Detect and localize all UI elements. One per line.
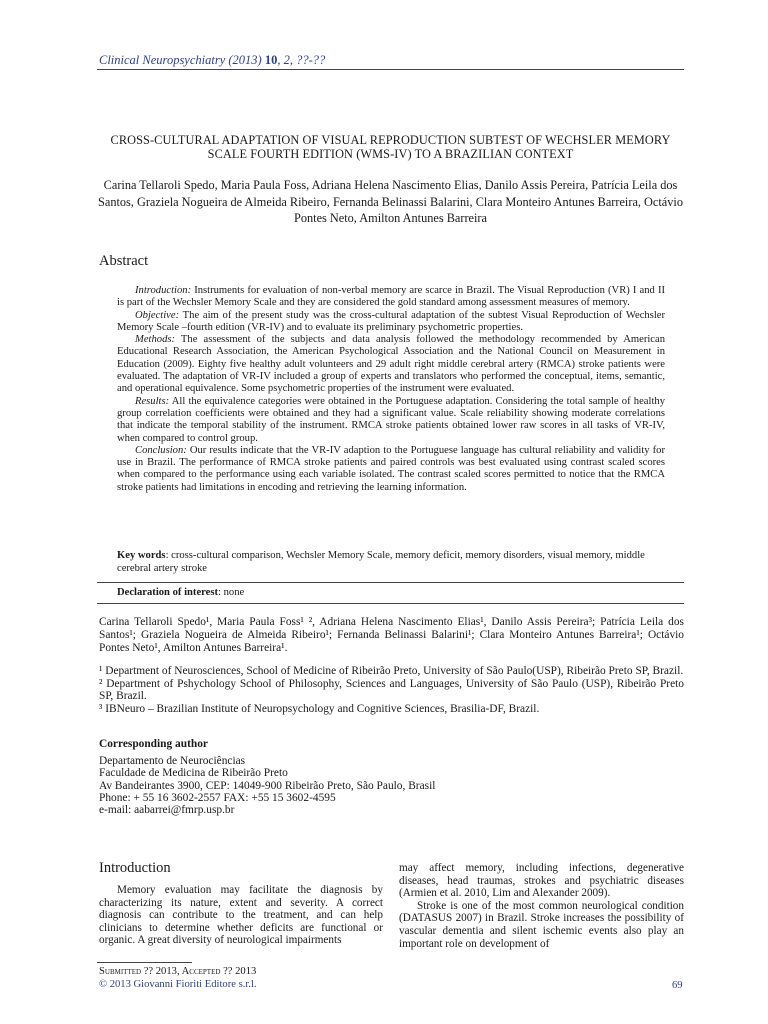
corr-email: e-mail: aabarrei@fmrp.usp.br <box>99 804 235 817</box>
journal-volume: 10 <box>264 53 278 67</box>
corr-line: Departamento de Neurociências <box>99 755 246 767</box>
abstract-introduction-text: Instruments for evaluation of non-verbal memory are scarce in Brazil. The Visual Reproduction (VR) I and II is part of the Wechsler Memory Scale and they are considered the gold standard among assessment measures of memory. <box>117 285 665 309</box>
corr-line: Faculdade de Medicina de Ribeirão Preto <box>99 767 288 780</box>
introduction-paragraph: Memory evaluation may facilitate the diagnosis by characterizing its nature, extent and severity. A correct diagnosis can contribute to the treatment, and can help clinicians to determine whether deficits are functional or organic. A great diversity of neurological impairments <box>99 884 383 947</box>
journal-citation <box>99 53 325 68</box>
abstract-results-text: All the equivalence categories were obtained in the Portuguese adaptation. Considering the total sample of healthy group correlation coefficients were obtained and they had a significant value. Scale reliability showing moderate correlations that indicate the temporal stability of the instrument. RMCA stroke patients obtained lower raw scores in all tasks of VR-IV, when compared to control group. <box>117 395 665 444</box>
affiliation-2: ² Department of Pshychology School of Philosophy, Sciences and Languages, University of São Paulo (USP), Ribeirão Preto SP, Brazil. <box>99 677 684 702</box>
affiliations <box>99 665 684 715</box>
abstract-conclusion-text: Our results indicate that the VR-IV adaption to the Portuguese language has cultural reliability and validity for use in Brazil. The performance of RMCA stroke patients and paired controls was best evaluated using contrast scaled scores when compared to the performance using each variable isolated. The contrast scaled scores permitted to notice that the RMCA stroke patients had limitations in encoding and retrieving the learning information. <box>117 444 665 493</box>
corresponding-author-address <box>99 755 435 816</box>
declaration-label: Declaration of interest <box>117 587 219 598</box>
introduction-paragraph: may affect memory, including infections, degenerative diseases, head traumas, strokes and psychiatric diseases (Armien et al. 2010, Lim and Alexander 2009). <box>399 862 684 900</box>
affiliation-1: ¹ Department of Neurosciences, School of Medicine of Ribeirão Preto, University of São Paulo(USP), Ribeirão Preto SP, Brazil. <box>99 665 684 677</box>
page-number: 69 <box>672 980 683 991</box>
introduction-heading: Introduction <box>99 860 171 876</box>
abstract-methods-text: The assessment of the subjects and data analysis followed the methodology recommended by American Educational Research Association, the American Psychological Association and the National Council on Measurement in Education (2009). Eighty five healthy adult volunteers and 29 adult right middle cerebral artery (RMCA) stroke patients were evaluated. The adaptation of VR-IV included a group of experts and translators who performed the conceptual, items, semantic, and operational equivalence. Some psychometric properties of the instrument were evaluated. <box>117 334 665 395</box>
keywords-text: : cross-cultural comparison, Wechsler Memory Scale, memory deficit, memory disorders, visual memory, middle cerebral artery stroke <box>117 550 645 574</box>
abstract-objective <box>117 310 665 335</box>
abstract-results <box>117 396 665 445</box>
abstract-introduction <box>117 285 665 310</box>
declaration-top-rule <box>97 582 684 583</box>
affiliation-3: ³ IBNeuro – Brazilian Institute of Neuropsychology and Cognitive Sciences, Brasilia-DF, Brazil. <box>99 702 540 715</box>
abstract-objective-text: The aim of the present study was the cross-cultural adaptation of the subtest Visual Reproduction of Wechsler Memory Scale –fourth edition (VR-IV) and to evaluate its preliminary psychometric properties. <box>117 309 665 333</box>
abstract-methods <box>117 334 665 395</box>
footer-rule <box>97 962 192 963</box>
keywords <box>117 549 665 575</box>
declaration-bottom-rule <box>97 603 684 604</box>
abstract-introduction-label: Introduction: <box>135 285 192 296</box>
abstract-conclusion-label: Conclusion: <box>135 444 187 456</box>
declaration-text: : none <box>218 587 245 598</box>
introduction-left-column <box>99 884 383 947</box>
keywords-label: Key words <box>117 550 166 561</box>
affiliation-author-list: Carina Tellaroli Spedo¹, Maria Paula Foss¹ ², Adriana Helena Nascimento Elias¹, Danilo Assis Pereira³; Patrícia Leila dos Santos¹; Graziela Nogueira de Almeida Ribeiro¹; Fernanda Belinassi Balarini¹; Clara Monteiro Antunes Barreira¹; Octávio Pontes Neto¹, Amilton Antunes Barreira¹. <box>99 616 684 654</box>
abstract-objective-label: Objective: <box>135 309 180 321</box>
abstract-body <box>117 285 665 494</box>
introduction-right-column <box>399 862 684 950</box>
copyright-notice: © 2013 Giovanni Fioriti Editore s.r.l. <box>99 979 257 990</box>
abstract-results-label: Results: <box>135 395 170 407</box>
abstract-heading: Abstract <box>99 253 149 269</box>
submission-dates: Submitted ?? 2013, Accepted ?? 2013 <box>99 966 257 977</box>
declaration-of-interest <box>117 587 244 598</box>
paper-title: CROSS-CULTURAL ADAPTATION OF VISUAL REPRODUCTION SUBTEST OF WECHSLER MEMORY SCALE FOURTH EDITION (WMS-IV) TO A BRAZILIAN CONTEXT <box>110 133 671 161</box>
corr-line: Av Bandeirantes 3900, CEP: 14049-900 Ribeirão Preto, São Paulo, Brasil <box>99 779 436 792</box>
abstract-conclusion <box>117 445 665 494</box>
corresponding-author-heading: Corresponding author <box>99 738 208 750</box>
author-list: Carina Tellaroli Spedo, Maria Paula Foss, Adriana Helena Nascimento Elias, Danilo Assis Pereira, Patrícia Leila dos Santos, Graziela Nogueira de Almeida Ribeiro, Fernanda Belinassi Balarini, Clara Monteiro Antunes Barreira, Octávio Pontes Neto, Amilton Antunes Barreira <box>98 178 683 225</box>
corr-line: Phone: + 55 16 3602-2557 FAX: +55 15 3602-4595 <box>99 791 336 804</box>
introduction-paragraph: Stroke is one of the most common neurological condition (DATASUS 2007) in Brazil. Stroke increases the possibility of vascular dementia and silent ischemic events also play an important role on development of <box>399 899 684 950</box>
header-rule <box>97 69 684 70</box>
journal-name: Clinical Neuropsychiatry (2013) <box>99 53 265 67</box>
journal-issue-pages: , 2, ??-?? <box>277 53 326 67</box>
abstract-methods-label: Methods: <box>135 334 176 346</box>
